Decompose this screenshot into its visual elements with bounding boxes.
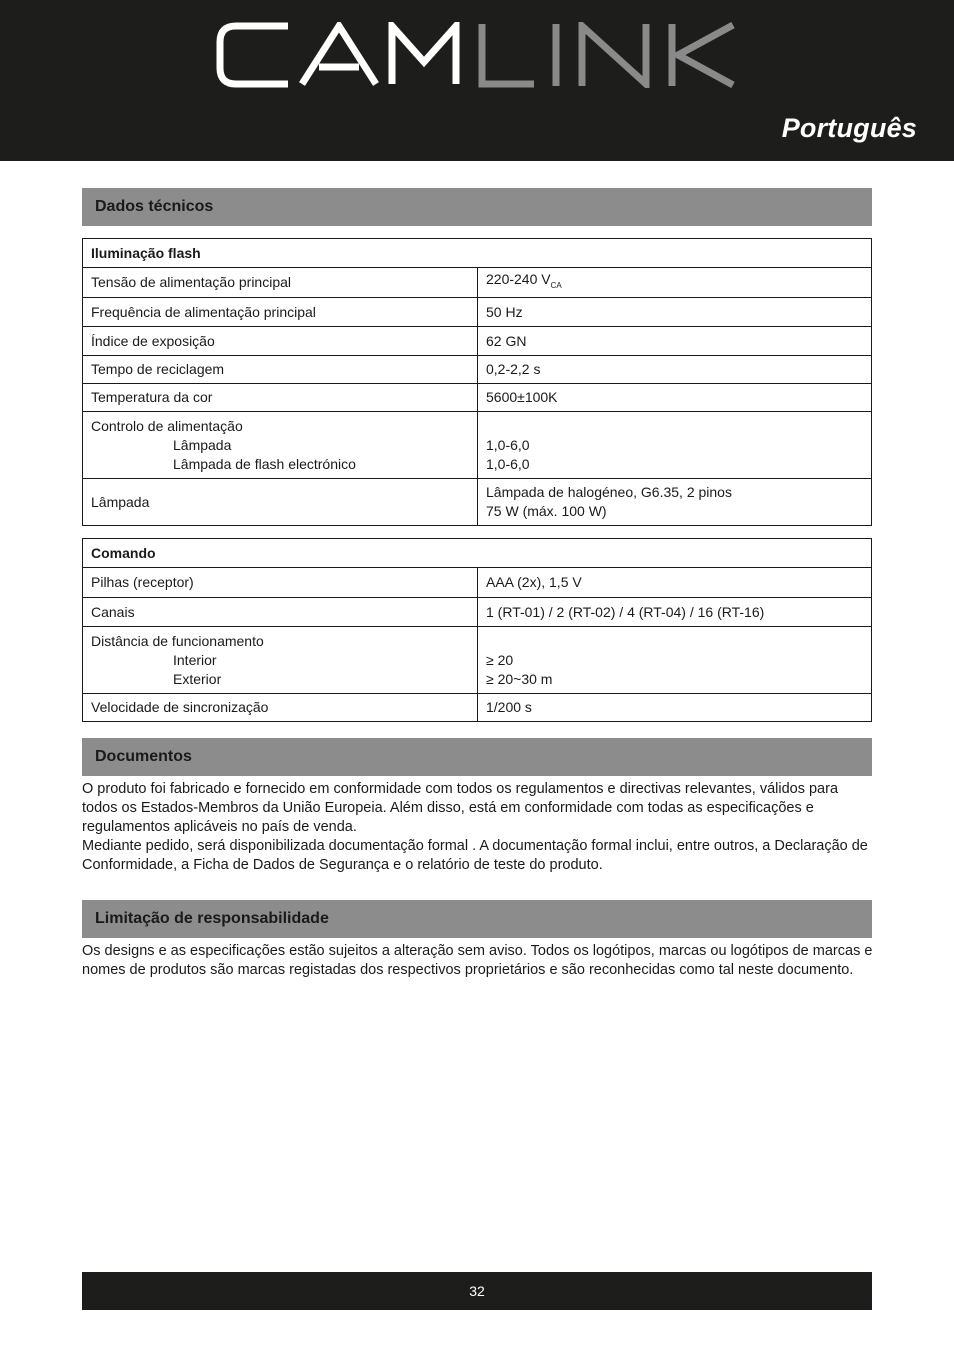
- row-value: 0,2-2,2 s: [478, 356, 872, 384]
- table-row: [83, 384, 872, 412]
- table-row: [83, 627, 872, 694]
- row-value: AAA (2x), 1,5 V: [478, 568, 872, 598]
- row-value: 220-240 $V_{CA}$: [478, 268, 872, 298]
- section-header-technical: [82, 188, 872, 226]
- page-header: [0, 0, 954, 161]
- table-row: [83, 568, 872, 598]
- section-title: Dados técnicos: [95, 198, 214, 215]
- table-title: Comando: [83, 539, 872, 568]
- camlink-logo: [216, 22, 738, 88]
- row-label: Lâmpada: [83, 479, 478, 526]
- remote-spec-table: [82, 538, 872, 722]
- row-label: Índice de exposição: [83, 327, 478, 356]
- section-header-liability: [82, 900, 872, 938]
- liability-paragraph: Os designs e as especificações estão sujeitos a alteração sem aviso. Todos os logótipos, marcas ou logótipos de marcas e nomes de produtos são marcas registadas dos respectivos proprietários e são reconhecidas como tal neste documento.: [82, 943, 873, 978]
- row-value: 5600±100K: [478, 384, 872, 412]
- table-row: [83, 479, 872, 526]
- flash-spec-table: [82, 238, 872, 526]
- row-value: 62 GN: [478, 327, 872, 356]
- row-label: Frequência de alimentação principal: [83, 298, 478, 327]
- row-value: 1,0-6,0 1,0-6,0: [478, 412, 872, 479]
- page-number: 32: [469, 1283, 485, 1299]
- page-footer: [82, 1272, 872, 1310]
- table-row: [83, 268, 872, 298]
- table-row: [83, 356, 872, 384]
- row-label: Tensão de alimentação principal: [83, 268, 478, 298]
- row-label: Velocidade de sincronização: [83, 694, 478, 722]
- documents-paragraph-2: Mediante pedido, será disponibilizada documentação formal . A documentação formal inclui, entre outros, a Declaração de Conformidade, a Ficha de Dados de Segurança e o relatório de teste do produto.: [82, 838, 868, 873]
- row-value: 1/200 s: [478, 694, 872, 722]
- row-value: 50 Hz: [478, 298, 872, 327]
- row-label: Temperatura da cor: [83, 384, 478, 412]
- table-header-row: [83, 539, 872, 568]
- row-label: Tempo de reciclagem: [83, 356, 478, 384]
- row-value: ≥ 20 ≥ 20~30 m: [478, 627, 872, 694]
- row-label: Distância de funcionamento Interior Exterior: [83, 627, 478, 694]
- language-label: Português: [781, 113, 917, 143]
- table-row: [83, 412, 872, 479]
- row-label: Pilhas (receptor): [83, 568, 478, 598]
- row-label: Controlo de alimentação Lâmpada Lâmpada de flash electrónico: [83, 412, 478, 479]
- section-title: Limitação de responsabilidade: [95, 910, 329, 927]
- section-header-documents: [82, 738, 872, 776]
- table-row: [83, 598, 872, 627]
- row-value: Lâmpada de halogéneo, G6.35, 2 pinos 75 W (máx. 100 W): [478, 479, 872, 526]
- table-row: [83, 327, 872, 356]
- section-title: Documentos: [95, 748, 192, 765]
- table-row: [83, 298, 872, 327]
- row-label: Canais: [83, 598, 478, 627]
- row-value: 1 (RT-01) / 2 (RT-02) / 4 (RT-04) / 16 (RT-16): [478, 598, 872, 627]
- table-header-row: [83, 239, 872, 268]
- table-row: [83, 694, 872, 722]
- documents-paragraph-1: O produto foi fabricado e fornecido em conformidade com todos os regulamentos e directivas relevantes, válidos para todos os Estados-Membros da União Europeia. Além disso, está em conformidade com todas as especificações e regulamentos aplicáveis no país de venda.: [82, 781, 839, 835]
- table-title: Iluminação flash: [83, 239, 872, 268]
